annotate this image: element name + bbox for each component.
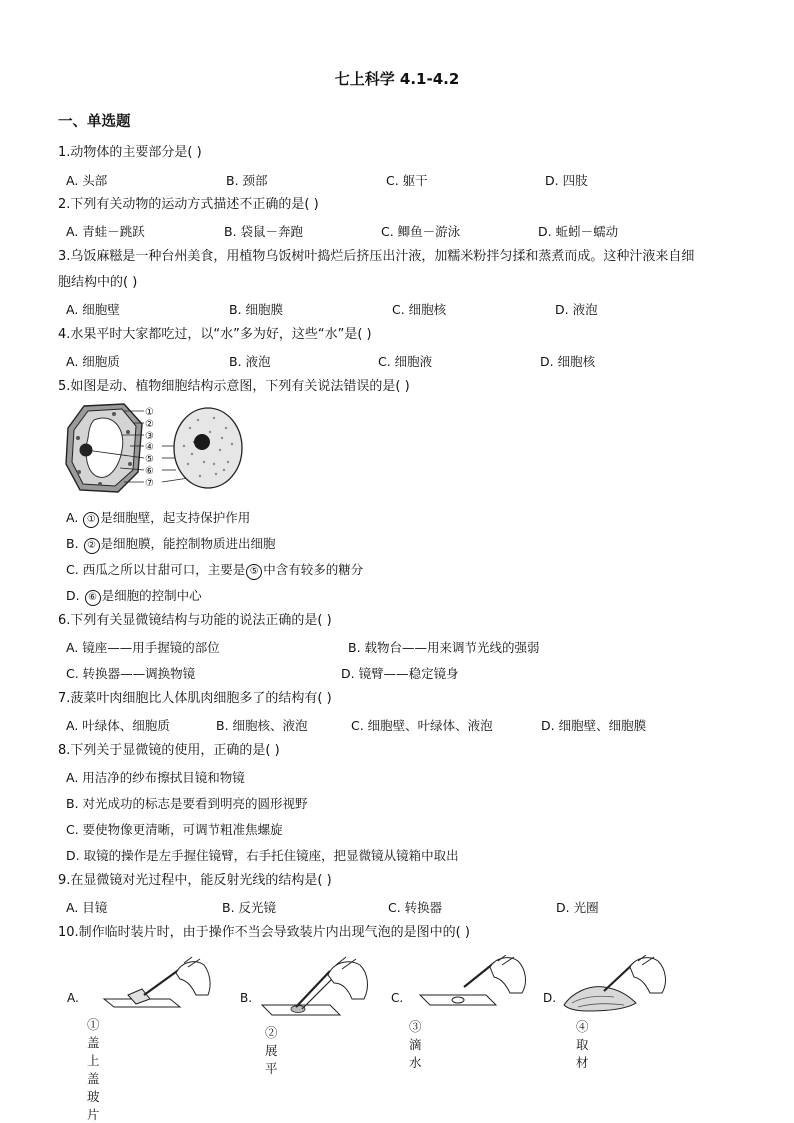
q1-option-c: C. 躯干	[386, 173, 428, 188]
q6-option-d: D. 镜臂——稳定镜身	[341, 666, 459, 681]
question-9-options	[66, 898, 746, 916]
figure-c-caption: ③滴水	[409, 1019, 422, 1070]
hand-icon	[490, 958, 525, 993]
q2-option-b: B. 袋鼠－奔跑	[224, 224, 304, 239]
figure-a-caption: ①盖上盖玻片	[87, 1017, 100, 1122]
question-2-options	[66, 222, 746, 240]
figure-label-2: ②	[145, 419, 154, 430]
q3-option-b: B. 细胞膜	[229, 302, 284, 317]
q6-option-b: B. 载物台——用来调节光线的强弱	[348, 640, 540, 655]
q8-option-c: C. 要使物像更清晰，可调节粗准焦螺旋	[66, 822, 283, 837]
q3-option-a: A. 细胞壁	[66, 302, 120, 317]
question-1-options	[66, 171, 746, 189]
question-4-options	[66, 352, 746, 370]
question-3-stem-line1: 3.乌饭麻糍是一种台州美食，用植物乌饭树叶捣烂后挤压出汁液，加糯米粉拌匀揉和蒸煮而成。这种汁液来自细	[58, 249, 695, 264]
q5-option-b: B. ② 是细胞膜，能控制物质进出细胞	[66, 534, 276, 554]
q5-option-d: D. ⑥ 是细胞的控制中心	[66, 586, 202, 606]
q4-option-c: C. 细胞液	[378, 354, 433, 369]
question-9-stem: 9.在显微镜对光过程中，能反射光线的结构是( )	[58, 873, 332, 888]
question-7-options	[66, 716, 746, 734]
q8-option-a: A. 用洁净的纱布擦拭目镜和物镜	[66, 770, 245, 785]
q4-option-a: A. 细胞质	[66, 354, 120, 369]
q9-option-a: A. 目镜	[66, 900, 108, 915]
q5-option-c: C. 西瓜之所以甘甜可口，主要是 ⑤ 中含有较多的糖分	[66, 560, 363, 580]
figure-a-letter: A.	[67, 991, 79, 1005]
question-5-stem: 5.如图是动、植物细胞结构示意图，下列有关说法错误的是( )	[58, 379, 410, 394]
q7-option-d: D. 细胞壁、细胞膜	[541, 718, 647, 733]
animal-cell	[174, 408, 242, 488]
figure-d-letter: D.	[543, 991, 557, 1005]
cell-structure-diagram	[64, 402, 254, 494]
question-3-options	[66, 300, 746, 318]
animal-nucleus	[194, 434, 210, 450]
q7-option-b: B. 细胞核、液泡	[216, 718, 308, 733]
figure-label-3: ③	[145, 431, 154, 442]
q3-option-c: C. 细胞核	[392, 302, 447, 317]
q2-option-a: A. 青蛙－跳跃	[66, 224, 145, 239]
figure-b-letter: B.	[240, 991, 253, 1005]
question-1-stem: 1.动物体的主要部分是( )	[58, 145, 202, 160]
question-6-stem: 6.下列有关显微镜结构与功能的说法正确的是( )	[58, 613, 332, 628]
question-7-stem: 7.菠菜叶肉细胞比人体肌肉细胞多了的结构有( )	[58, 691, 332, 706]
q5-option-a: A. ① 是细胞壁，起支持保护作用	[66, 508, 250, 528]
q2-option-c: C. 鲫鱼－游泳	[381, 224, 461, 239]
hand-icon	[328, 962, 367, 999]
q9-option-d: D. 光圈	[556, 900, 599, 915]
q1-option-b: B. 颈部	[226, 173, 268, 188]
q3-option-d: D. 液泡	[555, 302, 598, 317]
question-4-stem: 4.水果平时大家都吃过，以“水”多为好，这些“水”是( )	[58, 327, 372, 342]
q2-option-d: D. 蚯蚓－蠕动	[538, 224, 619, 239]
question-8-stem: 8.下列关于显微镜的使用，正确的是( )	[58, 743, 280, 758]
page-title: 七上科学 4.1-4.2	[334, 70, 460, 88]
q9-option-c: C. 转换器	[388, 900, 443, 915]
question-2-stem: 2.下列有关动物的运动方式描述不正确的是( )	[58, 197, 319, 212]
dripping-water-figure	[406, 955, 536, 1017]
q8-option-b: B. 对光成功的标志是要看到明亮的圆形视野	[66, 796, 308, 811]
q9-option-b: B. 反光镜	[222, 900, 277, 915]
hand-icon	[630, 958, 665, 993]
taking-material-figure	[558, 955, 678, 1017]
cover-slip-figure	[84, 955, 214, 1015]
question-3-stem-line2: 胞结构中的( )	[58, 275, 138, 290]
q7-option-c: C. 细胞壁、叶绿体、液泡	[351, 718, 493, 733]
question-6-options-row2	[66, 664, 746, 682]
spreading-figure	[256, 955, 386, 1023]
question-6-options-row1	[66, 638, 746, 656]
question-10-stem: 10.制作临时装片时，由于操作不当会导致装片内出现气泡的是图中的( )	[58, 925, 470, 940]
figure-label-6: ⑥	[145, 466, 154, 477]
figure-label-4: ④	[145, 442, 154, 453]
q1-option-a: A. 头部	[66, 173, 108, 188]
figure-label-5: ⑤	[145, 454, 154, 465]
q4-option-b: B. 液泡	[229, 354, 271, 369]
figure-label-7: ⑦	[145, 478, 154, 489]
q6-option-a: A. 镜座——用手握镜的部位	[66, 640, 220, 655]
figure-d-caption: ④取材	[576, 1019, 589, 1070]
q8-option-d: D. 取镜的操作是左手握住镜臂，右手托住镜座，把显微镜从镜箱中取出	[66, 848, 459, 863]
figure-b-caption: ②展平	[265, 1025, 278, 1076]
figure-label-1: ①	[145, 407, 154, 418]
q4-option-d: D. 细胞核	[540, 354, 596, 369]
q6-option-c: C. 转换器——调换物镜	[66, 666, 196, 681]
q1-option-d: D. 四肢	[545, 173, 588, 188]
figure-c-letter: C.	[391, 991, 404, 1005]
hand-icon	[176, 962, 210, 995]
section-heading: 一、单选题	[58, 114, 131, 130]
q7-option-a: A. 叶绿体、细胞质	[66, 718, 170, 733]
